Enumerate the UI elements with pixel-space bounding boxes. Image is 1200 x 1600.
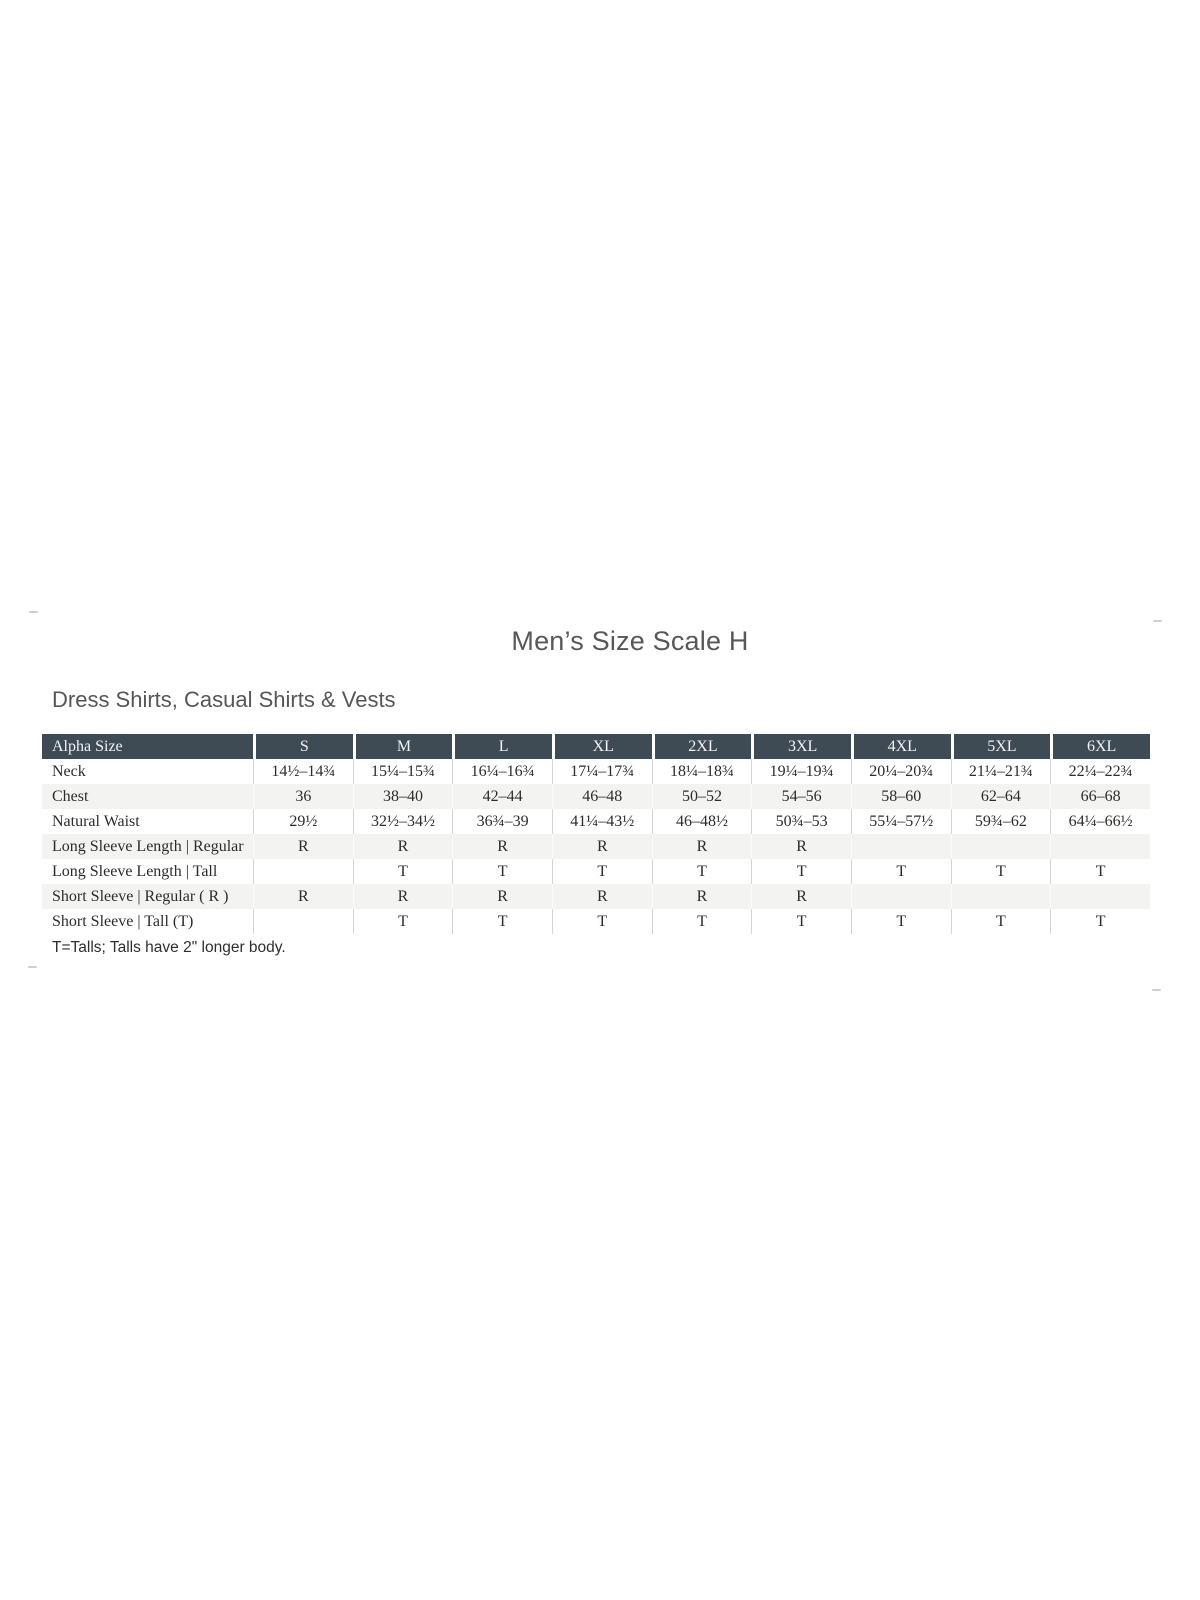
size-cell: R [452, 834, 552, 859]
size-cell: 66–68 [1050, 784, 1150, 809]
size-cell: 64¼–66½ [1050, 809, 1150, 834]
row-label: Long Sleeve Length | Regular [42, 834, 253, 859]
size-cell: 62–64 [951, 784, 1051, 809]
size-cell: T [452, 859, 552, 884]
size-cell: 58–60 [851, 784, 951, 809]
row-label: Short Sleeve | Tall (T) [42, 909, 253, 934]
size-cell: R [353, 834, 453, 859]
size-cell: 41¼–43½ [552, 809, 652, 834]
size-cell: 59¾–62 [951, 809, 1051, 834]
table-row-natural-waist [42, 809, 1150, 834]
size-cell: 50¾–53 [751, 809, 851, 834]
row-label: Natural Waist [42, 809, 253, 834]
size-cell: 18¼–18¾ [652, 759, 752, 784]
size-chart-table [42, 734, 1150, 934]
size-cell: 14½–14¾ [253, 759, 353, 784]
row-label: Long Sleeve Length | Tall [42, 859, 253, 884]
table-row-long-sleeve-regular [42, 834, 1150, 859]
size-cell [951, 884, 1051, 909]
row-label: Chest [42, 784, 253, 809]
crop-mark-top-right [1153, 620, 1162, 622]
size-cell: 38–40 [353, 784, 453, 809]
table-row-short-sleeve-regular [42, 884, 1150, 909]
size-cell: 50–52 [652, 784, 752, 809]
size-cell [253, 859, 353, 884]
column-header-2xl: 2XL [652, 734, 752, 759]
size-cell [253, 909, 353, 934]
size-cell: T [951, 859, 1051, 884]
size-cell: 15¼–15¾ [353, 759, 453, 784]
size-cell: T [353, 859, 453, 884]
column-header-alpha-size: Alpha Size [42, 734, 253, 759]
size-cell: T [552, 859, 652, 884]
size-cell: R [552, 834, 652, 859]
size-cell: 21¼–21¾ [951, 759, 1051, 784]
size-cell: T [1050, 859, 1150, 884]
size-cell: 20¼–20¾ [851, 759, 951, 784]
size-cell: T [951, 909, 1051, 934]
size-cell: 22¼–22¾ [1050, 759, 1150, 784]
table-row-long-sleeve-tall [42, 859, 1150, 884]
column-header-4xl: 4XL [851, 734, 951, 759]
size-cell: 16¼–16¾ [452, 759, 552, 784]
size-cell [1050, 884, 1150, 909]
column-header-3xl: 3XL [751, 734, 851, 759]
size-cell: R [253, 884, 353, 909]
page-title: Men’s Size Scale H [511, 626, 749, 656]
size-cell: R [353, 884, 453, 909]
crop-mark-bottom-right [1152, 989, 1161, 991]
row-label: Short Sleeve | Regular ( R ) [42, 884, 253, 909]
size-cell: R [253, 834, 353, 859]
size-cell: T [552, 909, 652, 934]
footnote: T=Talls; Talls have 2" longer body. [52, 939, 286, 956]
size-cell: T [652, 859, 752, 884]
column-header-xl: XL [552, 734, 652, 759]
size-cell: 19¼–19¾ [751, 759, 851, 784]
size-cell [851, 834, 951, 859]
size-cell: R [751, 834, 851, 859]
column-header-5xl: 5XL [951, 734, 1051, 759]
size-cell: T [452, 909, 552, 934]
column-header-m: M [353, 734, 453, 759]
size-cell: T [1050, 909, 1150, 934]
size-cell: 17¼–17¾ [552, 759, 652, 784]
size-cell: T [851, 859, 951, 884]
size-cell [851, 884, 951, 909]
size-cell: R [751, 884, 851, 909]
size-cell [951, 834, 1051, 859]
size-cell: 32½–34½ [353, 809, 453, 834]
size-cell: T [353, 909, 453, 934]
size-cell [1050, 834, 1150, 859]
table-row-short-sleeve-tall [42, 909, 1150, 934]
size-cell: R [652, 884, 752, 909]
size-cell: T [751, 859, 851, 884]
size-cell: 46–48½ [652, 809, 752, 834]
column-header-6xl: 6XL [1050, 734, 1150, 759]
table-header-row [42, 734, 1150, 759]
size-cell: T [851, 909, 951, 934]
size-cell: T [652, 909, 752, 934]
column-header-s: S [253, 734, 353, 759]
table-row-chest [42, 784, 1150, 809]
size-cell: 54–56 [751, 784, 851, 809]
crop-mark-top-left [29, 611, 38, 613]
size-cell: 42–44 [452, 784, 552, 809]
size-cell: 55¼–57½ [851, 809, 951, 834]
size-cell: 29½ [253, 809, 353, 834]
table-row-neck [42, 759, 1150, 784]
column-header-l: L [452, 734, 552, 759]
size-cell: R [652, 834, 752, 859]
size-cell: T [751, 909, 851, 934]
size-cell: 36¾–39 [452, 809, 552, 834]
size-cell: R [452, 884, 552, 909]
section-title: Dress Shirts, Casual Shirts & Vests [52, 687, 396, 712]
size-cell: 46–48 [552, 784, 652, 809]
size-cell: 36 [253, 784, 353, 809]
row-label: Neck [42, 759, 253, 784]
crop-mark-bottom-left [28, 966, 37, 968]
size-cell: R [552, 884, 652, 909]
